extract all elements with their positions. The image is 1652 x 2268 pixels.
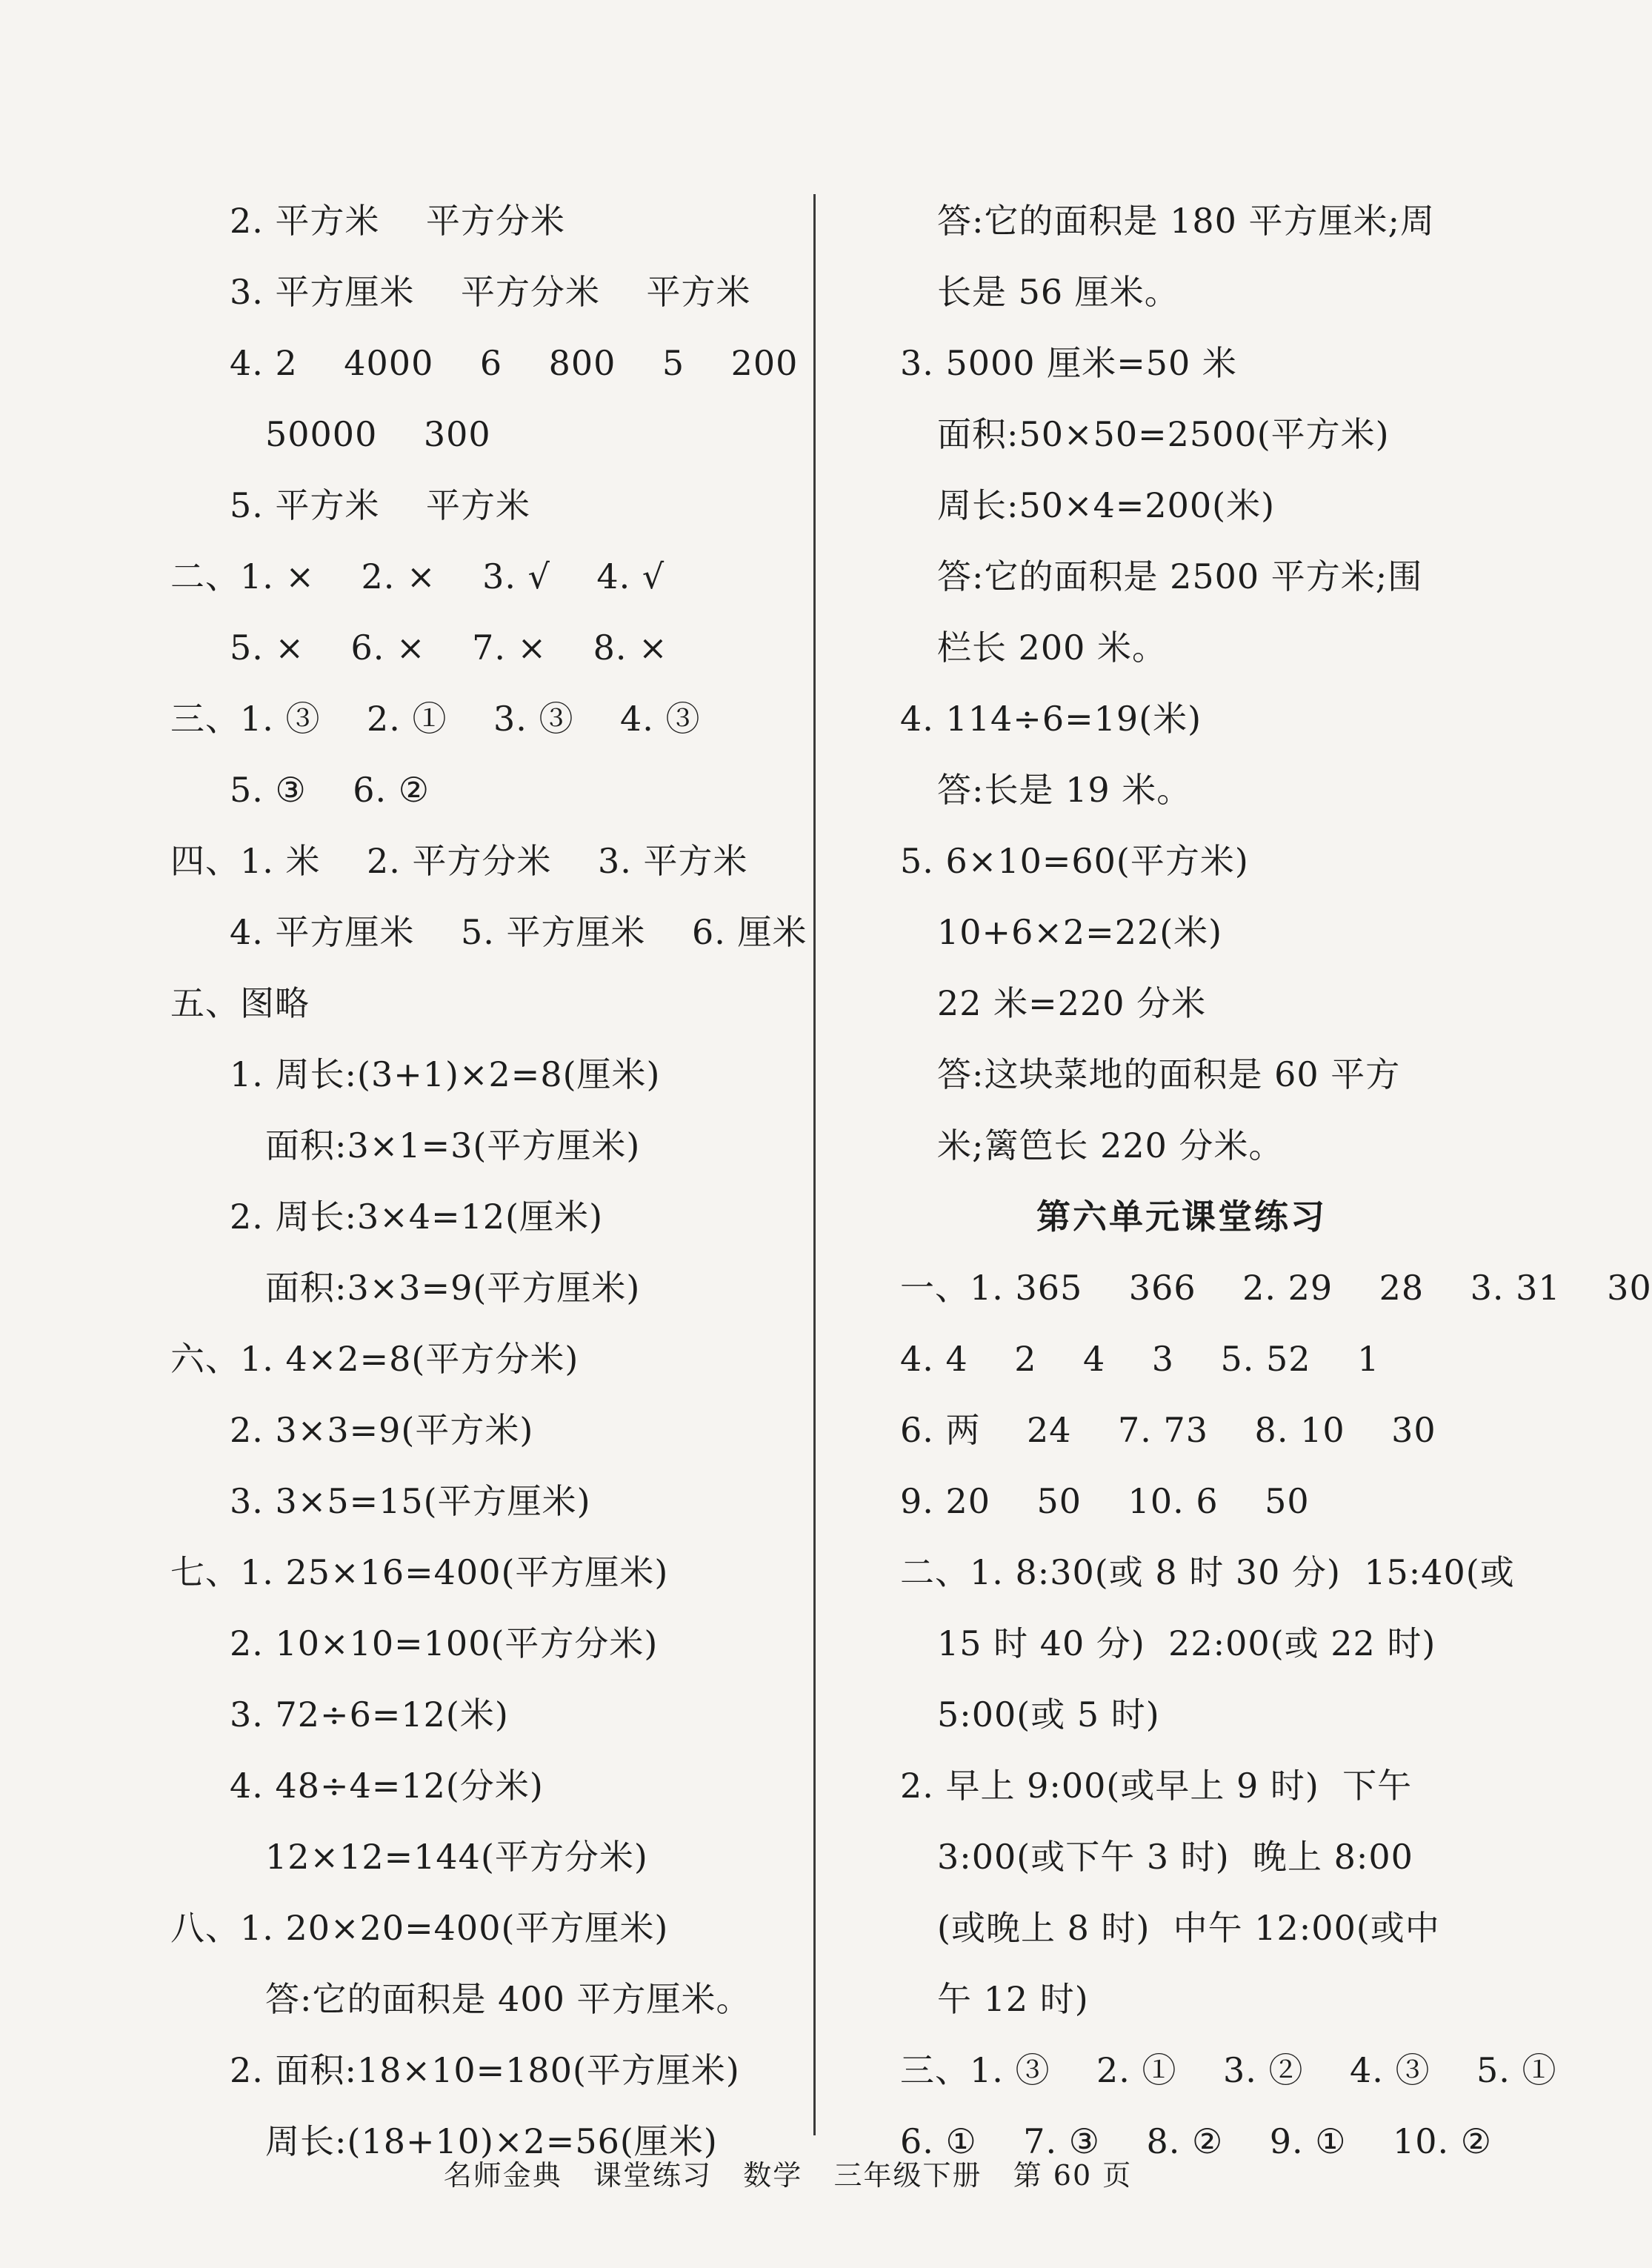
answer-line: 答:它的面积是 400 平方厘米。: [265, 1979, 751, 2019]
answer-line: 长是 56 厘米。: [937, 272, 1179, 312]
answer-line: 3. 72÷6=12(米): [230, 1695, 509, 1735]
answer-line: 八、1. 20×20=400(平方厘米): [170, 1908, 669, 1948]
answer-line: 9. 20 50 10. 6 50: [900, 1481, 1310, 1521]
answer-line: 面积:50×50=2500(平方米): [937, 414, 1390, 454]
answer-line: 5. × 6. × 7. × 8. ×: [230, 628, 668, 668]
answer-line: 2. 10×10=100(平方分米): [230, 1623, 659, 1663]
answer-line: 6. ① 7. ③ 8. ② 9. ① 10. ②: [900, 2121, 1492, 2161]
answer-line: 米;篱笆长 220 分米。: [937, 1125, 1284, 1165]
answer-line: 六、1. 4×2=8(平方分米): [170, 1339, 579, 1379]
answer-line: 三、1. ③ 2. ① 3. ③ 4. ③: [170, 699, 701, 739]
answer-line: 四、1. 米 2. 平方分米 3. 平方米: [170, 841, 748, 881]
answer-line: 4. 2 4000 6 800 5 200: [230, 343, 799, 383]
answer-line: 2. 面积:18×10=180(平方厘米): [230, 2050, 740, 2090]
answer-line: (或晚上 8 时) 中午 12:00(或中: [937, 1908, 1440, 1948]
answer-line: 10+6×2=22(米): [937, 912, 1223, 952]
answer-line: 答:这块菜地的面积是 60 平方: [937, 1054, 1401, 1094]
answer-line: 答:长是 19 米。: [937, 770, 1192, 810]
answer-line: 3. 5000 厘米=50 米: [900, 343, 1237, 383]
answer-line: 5. ③ 6. ②: [230, 770, 430, 810]
answer-line: 七、1. 25×16=400(平方厘米): [170, 1552, 669, 1592]
answer-line: 面积:3×3=9(平方厘米): [265, 1268, 641, 1308]
answer-line: 答:它的面积是 180 平方厘米;周: [937, 201, 1436, 241]
answer-line: 面积:3×1=3(平方厘米): [265, 1125, 641, 1165]
answer-line: 50000 300: [265, 414, 491, 454]
column-divider: [813, 194, 816, 2135]
answer-line: 4. 4 2 4 3 5. 52 1: [900, 1339, 1380, 1379]
right-column: [900, 185, 1652, 2177]
left-column: [170, 185, 807, 2177]
answer-line: 三、1. ③ 2. ① 3. ② 4. ③ 5. ①: [900, 2050, 1557, 2090]
answer-line: 2. 周长:3×4=12(厘米): [230, 1197, 604, 1237]
answer-line: 5. 6×10=60(平方米): [900, 841, 1249, 881]
answer-line: 3. 平方厘米 平方分米 平方米: [230, 272, 751, 312]
answer-line: 4. 平方厘米 5. 平方厘米 6. 厘米: [230, 912, 807, 952]
answer-line: 2. 平方米 平方分米: [230, 201, 565, 241]
answer-line: 二、1. 8:30(或 8 时 30 分) 15:40(或: [900, 1552, 1515, 1592]
answer-line: 周长:50×4=200(米): [937, 485, 1276, 525]
answer-line: 五、图略: [170, 983, 310, 1023]
page-footer: 名师金典 课堂练习 数学 三年级下册 第 60 页: [443, 2159, 1133, 2192]
answer-line: 22 米=220 分米: [937, 983, 1207, 1023]
answer-line: 1. 周长:(3+1)×2=8(厘米): [230, 1054, 661, 1094]
answer-line: 3:00(或下午 3 时) 晚上 8:00: [937, 1837, 1413, 1877]
answer-line: 5:00(或 5 时): [937, 1695, 1160, 1735]
answer-line: 午 12 时): [937, 1979, 1089, 2019]
answer-line: 一、1. 365 366 2. 29 28 3. 31 30: [900, 1268, 1652, 1308]
answer-line: 周长:(18+10)×2=56(厘米): [265, 2121, 718, 2161]
answer-line: 12×12=144(平方分米): [265, 1837, 648, 1877]
section-heading: 第六单元课堂练习: [1036, 1197, 1327, 1237]
answer-line: 6. 两 24 7. 73 8. 10 30: [900, 1410, 1436, 1450]
answer-line: 3. 3×5=15(平方厘米): [230, 1481, 591, 1521]
answer-line: 4. 114÷6=19(米): [900, 699, 1202, 739]
answer-line: 4. 48÷4=12(分米): [230, 1766, 544, 1806]
answer-line: 5. 平方米 平方米: [230, 485, 530, 525]
answer-line: 2. 早上 9:00(或早上 9 时) 下午: [900, 1766, 1413, 1806]
answer-line: 二、1. × 2. × 3. √ 4. √: [170, 556, 665, 596]
answer-line: 答:它的面积是 2500 平方米;围: [937, 556, 1423, 596]
answer-line: 15 时 40 分) 22:00(或 22 时): [937, 1623, 1436, 1663]
answer-line: 2. 3×3=9(平方米): [230, 1410, 534, 1450]
answer-line: 栏长 200 米。: [937, 628, 1168, 668]
